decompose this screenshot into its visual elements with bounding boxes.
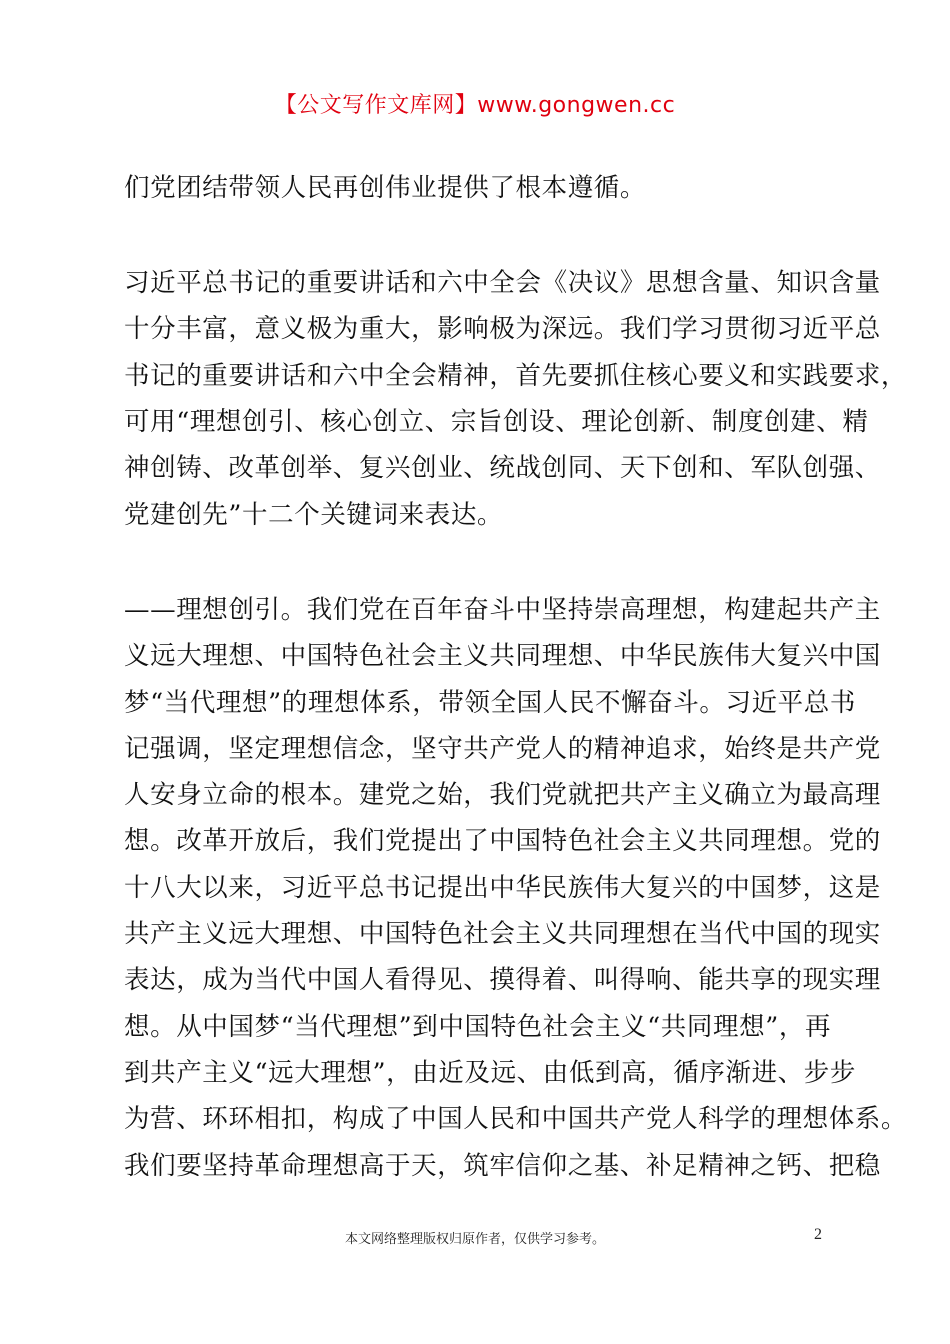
text-line: 共产主义远大理想、中国特色社会主义共同理想在当代中国的现实 (124, 919, 881, 949)
text-line: 人安身立命的根本。建党之始，我们党就把共产主义确立为最高理 (124, 780, 881, 810)
text-line: 义远大理想、中国特色社会主义共同理想、中华民族伟大复兴中国 (124, 641, 881, 671)
text-line: 记强调，坚定理想信念，坚守共产党人的精神追求，始终是共产党 (124, 734, 881, 764)
text-line: 可用“理想创引、核心创立、宗旨创设、理论创新、制度创建、精 (124, 407, 869, 437)
text-line: 想。改革开放后，我们党提出了中国特色社会主义共同理想。党的 (124, 826, 881, 856)
text-line: 梦“当代理想”的理想体系，带领全国人民不懈奋斗。习近平总书 (124, 688, 856, 718)
text-line: 表达，成为当代中国人看得见、摸得着、叫得响、能共享的现实理 (124, 965, 881, 995)
text-line: 到共产主义“远大理想”，由近及远、由低到高，循序渐进、步步 (124, 1058, 856, 1088)
text-line: 书记的重要讲话和六中全会精神，首先要抓住核心要义和实践要求， (124, 361, 908, 391)
text-line: 习近平总书记的重要讲话和六中全会《决议》思想含量、知识含量 (124, 268, 881, 298)
text-line: 们党团结带领人民再创伟业提供了根本遵循。 (124, 173, 647, 203)
site-header[interactable]: 【公文写作文库网】www.gongwen.cc (274, 93, 676, 118)
text-line: ——理想创引。我们党在百年奋斗中坚持崇高理想，构建起共产主 (124, 595, 881, 625)
text-line: 我们要坚持革命理想高于天，筑牢信仰之基、补足精神之钙、把稳 (124, 1151, 881, 1181)
text-line: 想。从中国梦“当代理想”到中国特色社会主义“共同理想”，再 (124, 1012, 832, 1042)
text-line: 十八大以来，习近平总书记提出中华民族伟大复兴的中国梦，这是 (124, 873, 881, 903)
text-line: 十分丰富，意义极为重大，影响极为深远。我们学习贯彻习近平总 (124, 314, 881, 344)
footer-note: 本文网络整理版权归原作者，仅供学习参考。 (344, 1232, 605, 1247)
text-line: 为营、环环相扣，构成了中国人民和中国共产党人科学的理想体系。 (124, 1104, 908, 1134)
page-number: 2 (814, 1226, 822, 1243)
text-line: 神创铸、改革创举、复兴创业、统战创同、天下创和、军队创强、 (124, 453, 881, 483)
text-line: 党建创先”十二个关键词来表达。 (124, 500, 504, 530)
